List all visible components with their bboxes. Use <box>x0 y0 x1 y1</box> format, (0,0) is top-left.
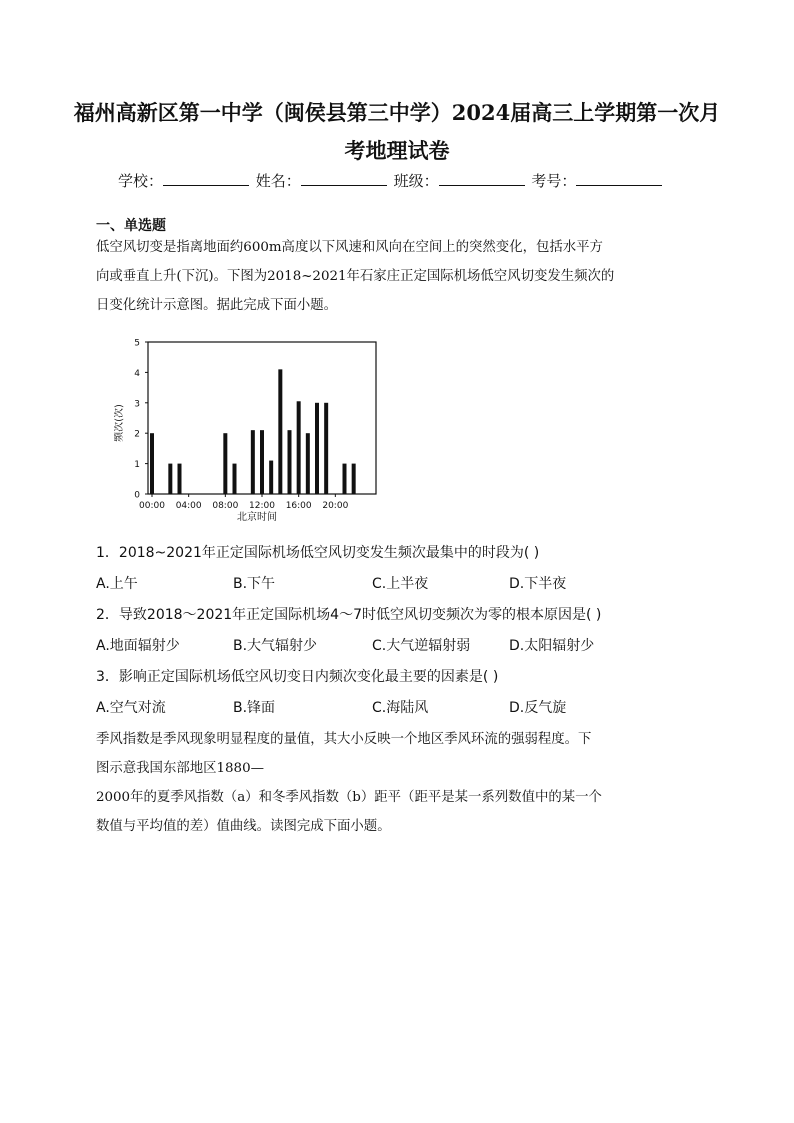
bar <box>168 464 172 494</box>
question-2-stem: 2．导致2018～2021年正定国际机场4～7时低空风切变频次为零的根本原因是( ) <box>96 607 602 623</box>
class-label: 班级： <box>393 172 439 190</box>
passage-2-line: 季风指数是季风现象明显程度的量值，其大小反映一个地区季风环流的强弱程度。下 <box>96 732 592 747</box>
bar <box>278 369 282 494</box>
bar <box>269 461 273 494</box>
question-2-option-b[interactable]: B.大气辐射少 <box>233 638 318 654</box>
question-3-option-d[interactable]: D.反气旋 <box>509 700 567 716</box>
bar <box>233 464 237 494</box>
question-1-option-a[interactable]: A.上午 <box>96 576 138 592</box>
question-2-option-d[interactable]: D.太阳辐射少 <box>509 638 595 654</box>
question-1-option-d[interactable]: D.下半夜 <box>509 576 567 592</box>
name-label: 姓名： <box>255 172 301 190</box>
bar <box>324 403 328 494</box>
x-tick-label: 00:00 <box>139 501 165 511</box>
x-tick-label: 08:00 <box>212 501 239 511</box>
exam-title <box>70 94 724 170</box>
passage-1-line: 向或垂直上升(下沉)。下图为2018~2021年石家庄正定国际机场低空风切变发生频次的 <box>96 269 615 284</box>
y-tick-label: 5 <box>134 338 140 349</box>
y-tick-label: 3 <box>134 399 140 410</box>
bar <box>297 401 301 494</box>
school-label: 学校： <box>118 172 164 190</box>
y-tick-label: 4 <box>134 368 140 379</box>
passage-1-line: 低空风切变是指离地面约600m高度以下风速和风向在空间上的突然变化，包括水平方 <box>96 240 603 255</box>
bar <box>251 430 255 494</box>
question-3-option-c[interactable]: C.海陆风 <box>372 700 429 716</box>
passage-1-line: 日变化统计示意图。据此完成下面小题。 <box>96 298 338 313</box>
bar <box>260 430 264 494</box>
bar <box>315 403 319 494</box>
x-axis-label: 北京时间 <box>237 512 277 523</box>
question-3-option-b[interactable]: B.锋面 <box>233 700 276 716</box>
exam-number-blank[interactable] <box>576 171 662 186</box>
y-axis-label: 频次(次) <box>114 404 125 442</box>
x-tick-label: 20:00 <box>322 501 349 511</box>
question-1-option-b[interactable]: B.下午 <box>233 576 276 592</box>
passage-1 <box>96 233 700 320</box>
bar <box>343 464 347 494</box>
question-2-option-a[interactable]: A.地面辐射少 <box>96 638 180 654</box>
exam-title-line1: 福州高新区第一中学（闽侯县第三中学）2024届高三上学期第一次月 <box>73 100 721 125</box>
question-3-stem: 3．影响正定国际机场低空风切变日内频次变化最主要的因素是( ) <box>96 669 499 685</box>
question-1-stem: 1．2018~2021年正定国际机场低空风切变发生频次最集中的时段为( ) <box>96 545 540 561</box>
bar <box>150 433 154 494</box>
question-1-option-c[interactable]: C.上半夜 <box>372 576 429 592</box>
bar <box>306 433 310 494</box>
passage-2-line: 2000年的夏季风指数（a）和冬季风指数（b）距平（距平是某一系列数值中的某一个 <box>96 790 602 805</box>
passage-2-line: 数值与平均值的差）值曲线。读图完成下面小题。 <box>96 819 391 834</box>
bar <box>178 464 182 494</box>
wind-shear-frequency-chart <box>114 332 384 527</box>
passage-2 <box>96 725 700 841</box>
class-blank[interactable] <box>439 171 525 186</box>
x-tick-label: 16:00 <box>285 501 312 511</box>
y-tick-label: 0 <box>134 490 140 501</box>
bar <box>223 433 227 494</box>
exam-title-line2: 考地理试卷 <box>344 138 450 163</box>
x-tick-label: 12:00 <box>249 501 275 511</box>
school-blank[interactable] <box>163 171 249 186</box>
bar <box>288 430 292 494</box>
x-tick-label: 04:00 <box>175 501 202 511</box>
section-title: 一、单选题 <box>96 218 166 234</box>
y-tick-label: 2 <box>134 429 140 440</box>
bar <box>352 464 356 494</box>
passage-2-line: 图示意我国东部地区1880— <box>96 761 264 776</box>
name-blank[interactable] <box>301 171 387 186</box>
question-3-option-a[interactable]: A.空气对流 <box>96 700 166 716</box>
question-2-option-c[interactable]: C.大气逆辐射弱 <box>372 638 471 654</box>
y-tick-label: 1 <box>134 460 140 471</box>
student-info-row <box>118 170 664 191</box>
exam-number-label: 考号： <box>531 172 577 190</box>
